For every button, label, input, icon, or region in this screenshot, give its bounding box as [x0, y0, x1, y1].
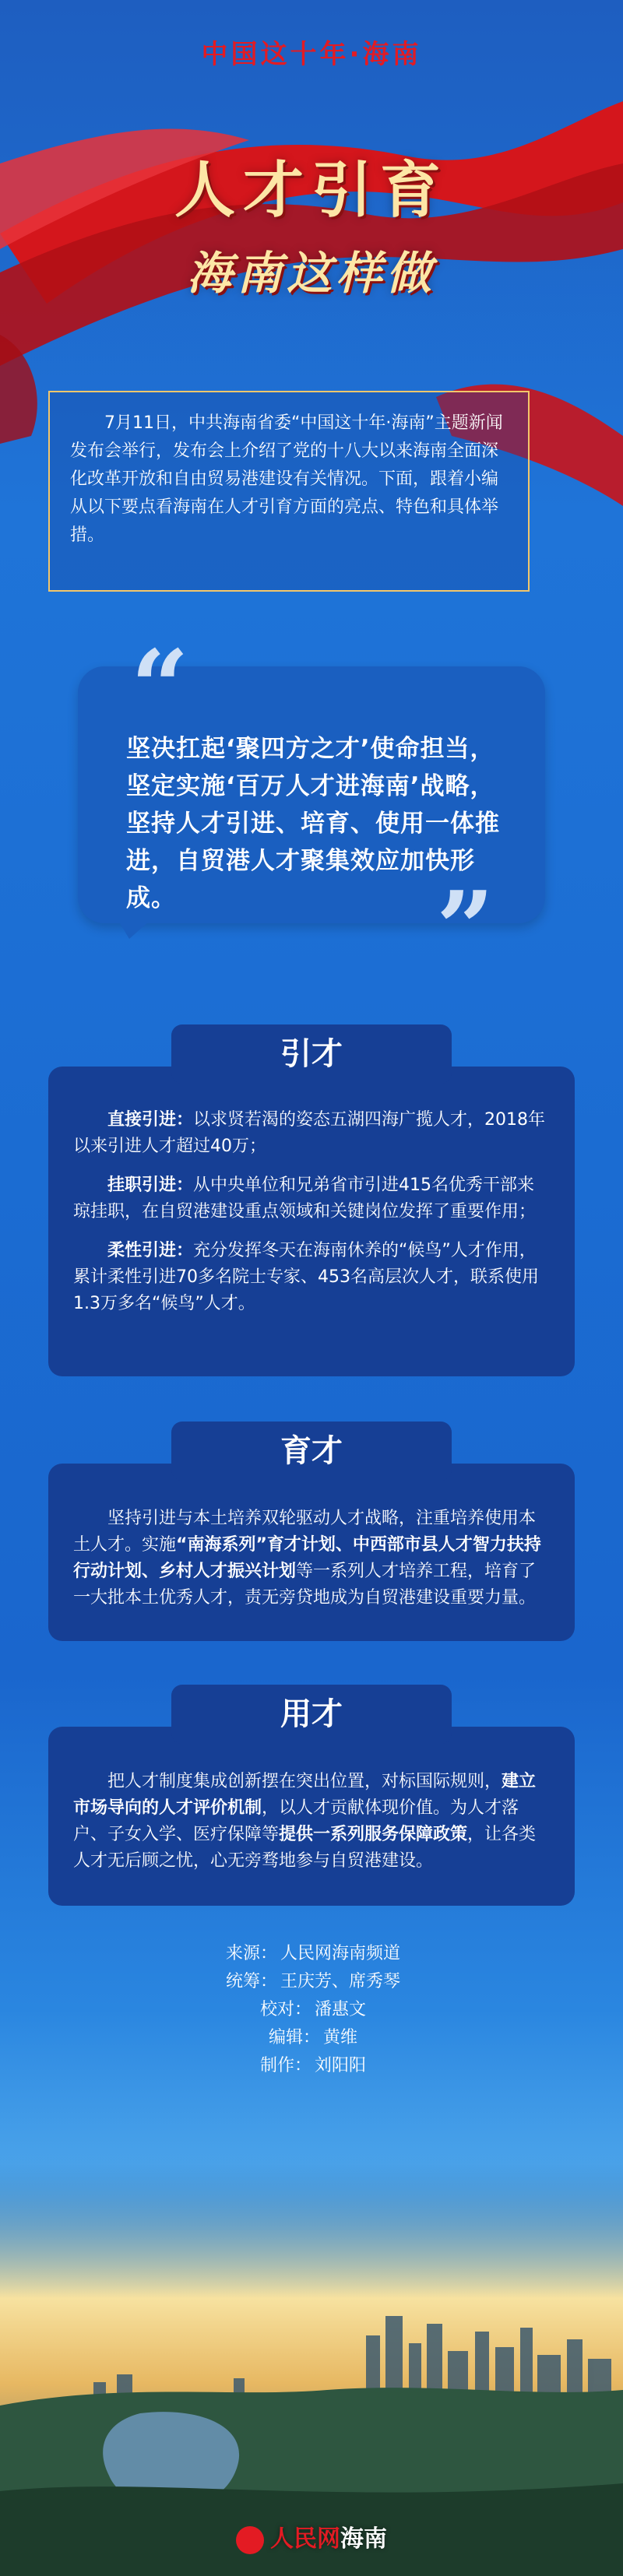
brand-renminwang: 人民网 — [270, 2525, 340, 2553]
yongcai-bold-a: 建立市场导向的人才评价机制 — [73, 1772, 537, 1818]
section-yincai-panel — [48, 1067, 575, 1376]
yincai-item-flexible — [73, 1238, 550, 1317]
yincai-item-label: 挂职引进： — [107, 1176, 194, 1195]
series-title: 中国这十年·海南 — [201, 39, 422, 70]
credit-name: 人民网海南频道 — [280, 1944, 401, 1963]
intro-text: 7月11日，中共海南省委“中国这十年·海南”主题新闻发布会举行，发布会上介绍了党的十八大以来海南全面深化改革开放和自由贸易港建设有关情况。下面，跟着小编从以下要点看海南在人才引育方面的亮点、特色和具体举措。 — [70, 413, 503, 545]
section-yucai-panel — [48, 1464, 575, 1641]
yucai-bold-a: “南海系列”育才计划、中西部市县人才智力扶持行动计划、乡村人才振兴计划 — [73, 1535, 541, 1581]
yincai-item-label: 柔性引进： — [107, 1241, 194, 1260]
credit-coordination — [0, 1968, 623, 1996]
yincai-item-direct — [73, 1107, 550, 1160]
credit-role: 来源： — [225, 1944, 277, 1963]
yincai-item-label: 直接引进： — [107, 1110, 194, 1130]
credit-role: 统筹： — [225, 1972, 277, 1991]
credit-production — [0, 2052, 623, 2080]
credit-editor — [0, 2024, 623, 2052]
city-skyline-illustration — [0, 2149, 623, 2576]
close-quote-icon: ” — [436, 869, 495, 988]
yongcai-text-a: 把人才制度集成创新摆在突出位置，对标国际规则， — [107, 1772, 502, 1791]
section-yongcai-panel — [48, 1727, 575, 1906]
credits-block — [0, 1940, 623, 2080]
credit-name: 刘阳阳 — [315, 2056, 367, 2075]
footer-brand-logo — [0, 2519, 623, 2554]
headline-line2: 海南这样做 — [186, 247, 436, 300]
credit-name: 潘惠文 — [315, 2000, 367, 2019]
credit-role: 编辑： — [268, 2028, 320, 2047]
section-yincai-title: 引才 — [171, 1024, 452, 1084]
yucai-text — [73, 1506, 550, 1611]
credit-name: 黄维 — [323, 2028, 358, 2047]
yucai-text-b: 等一系列人才培养工程，培育了一大批本土优秀人才，责无旁贷地成为自贸港建设重要力量。 — [73, 1562, 537, 1608]
credit-role: 制作： — [259, 2056, 312, 2075]
open-quote-icon: “ — [131, 627, 189, 747]
headline-line1: 人才引育 — [174, 156, 449, 226]
yongcai-text — [73, 1769, 550, 1875]
people-daily-logo-icon — [236, 2526, 264, 2554]
section-yongcai-title: 用才 — [171, 1685, 452, 1744]
quote-text: 坚决扛起‘聚四方之才’使命担当，坚定实施‘百万人才进海南’战略，坚持人才引进、培育、使用一体推进，自贸港人才聚集效应加快形成。 — [126, 735, 500, 912]
credit-proofreading — [0, 1996, 623, 2024]
yongcai-text-b: ，以人才贡献体现价值。为人才落户、子女入学、医疗保障等 — [73, 1798, 519, 1844]
intro-box — [48, 391, 530, 592]
credit-role: 校对： — [259, 2000, 312, 2019]
yongcai-bold-b: 提供一系列服务保障政策 — [279, 1825, 468, 1844]
quote-bubble-tail — [115, 915, 156, 939]
credit-name: 王庆芳、席秀琴 — [280, 1972, 401, 1991]
yincai-item-secondment — [73, 1172, 550, 1225]
yongcai-text-c: ，让各类人才无后顾之忧，心无旁骛地参与自贸港建设。 — [73, 1825, 537, 1871]
yincai-item-text: 充分发挥冬天在海南休养的“候鸟”人才作用，累计柔性引进70多名院士专家、453名高层次人才，联系使用1.3万多名“候鸟”人才。 — [73, 1241, 539, 1313]
credit-source — [0, 1940, 623, 1968]
yucai-text-a: 坚持引进与本土培养双轮驱动人才战略，注重培养使用本土人才。实施 — [73, 1509, 537, 1555]
section-yucai-title: 育才 — [171, 1422, 452, 1481]
brand-region: 海南 — [340, 2525, 387, 2553]
yincai-item-text: 以求贤若渴的姿态五湖四海广揽人才，2018年以来引进人才超过40万； — [73, 1110, 546, 1156]
yincai-item-text: 从中央单位和兄弟省市引进415名优秀干部来琼挂职，在自贸港建设重点领域和关键岗位发挥了重要作用； — [73, 1176, 537, 1221]
